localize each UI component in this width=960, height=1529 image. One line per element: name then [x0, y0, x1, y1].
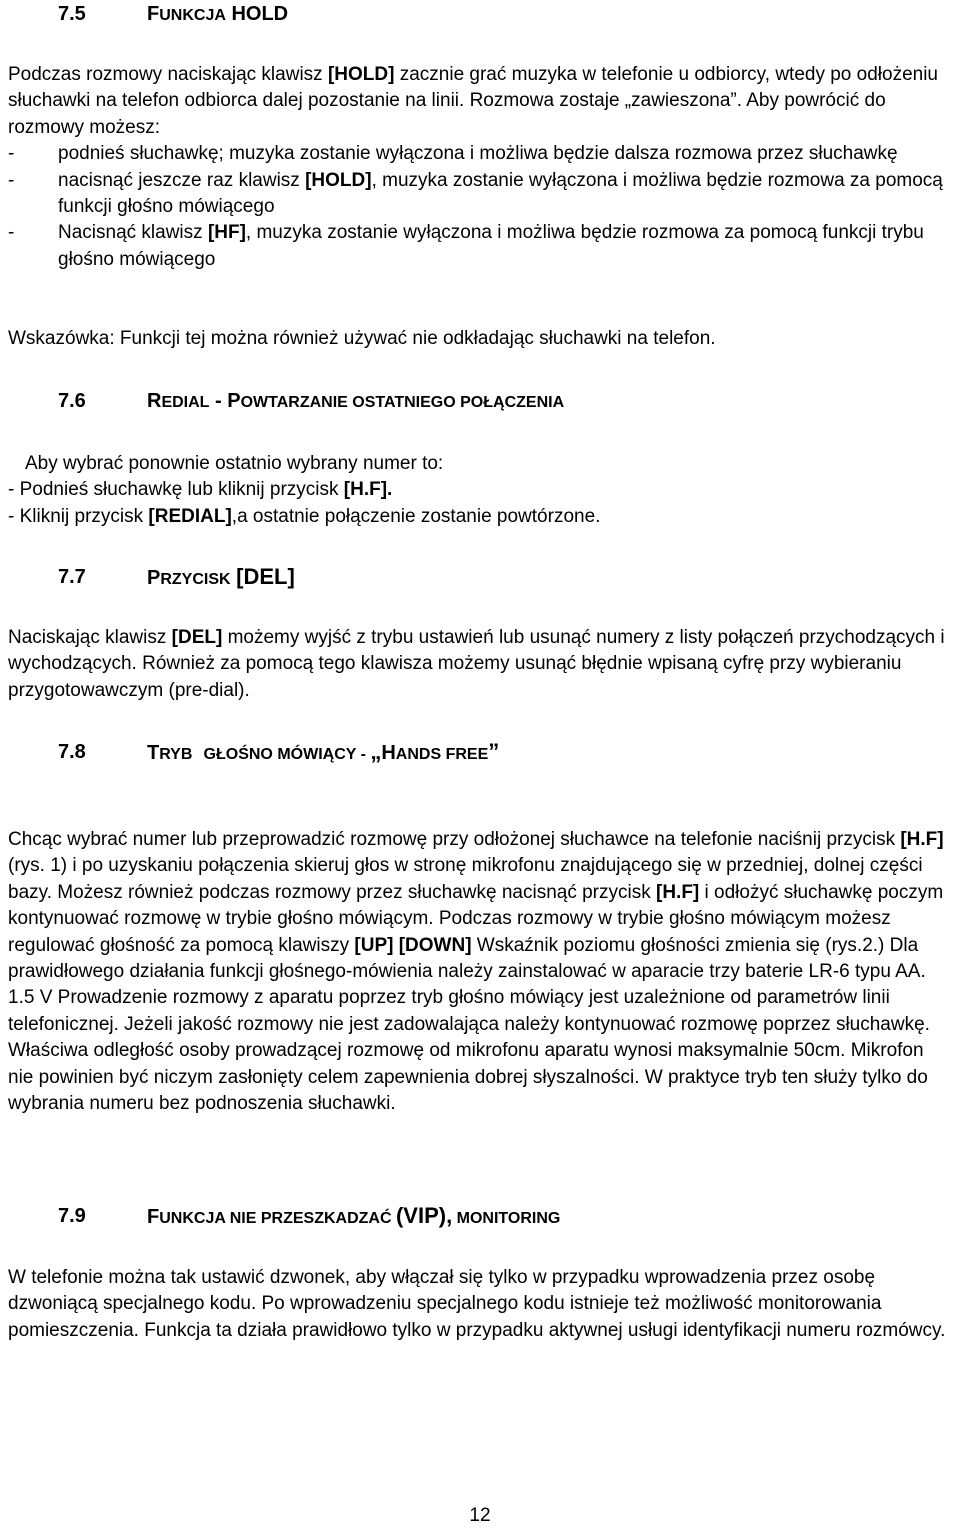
section-title: TRYB GŁOŚNO MÓWIĄCY - „HANDS FREE”	[147, 739, 500, 764]
section-title: FUNKCJA NIE PRZESZKADZAĆ (VIP), MONITORING	[147, 1203, 561, 1228]
del-description: Naciskając klawisz [DEL] możemy wyjść z trybu ustawień lub usunąć numery z listy połączeń przychodzących i wychodzących. Również za pomocą tego klawisza możemy usunąć błędnie wpisaną cyfrę przy wybieraniu przygotowawczym (pre-dial).	[8, 627, 945, 701]
list-item: - Nacisnąć klawisz [HF], muzyka zostanie wyłączona i możliwa będzie rozmowa za pomocą funkcji trybu głośno mówiącego	[8, 222, 924, 270]
list-item: - Kliknij przycisk [REDIAL],a ostatnie połączenie zostanie powtórzone.	[8, 505, 601, 527]
section-heading-7-9	[8, 1204, 948, 1230]
hands-free-description: Chcąc wybrać numer lub przeprowadzić rozmowę przy odłożonej słuchawce na telefonie naciśnij przycisk [H.F] (rys. 1) i po uzyskaniu połączenia skieruj głos w stronę mikrofonu znajdującego się w przedniej, dolnej części bazy. Możesz również podczas rozmowy przez słuchawkę nacisnąć przycisk [H.F] i odłożyć słuchawkę poczym kontynuować rozmowę w trybie głośno mówiącym. Podczas rozmowy w trybie głośno mówiącym możesz regulować głośność za pomocą klawiszy [UP] [DOWN] Wskaźnik poziomu głośności zmienia się (rys.2.) Dla prawidłowego działania funkcji głośnego-mówienia należy zainstalować w aparacie trzy baterie LR-6 typu AA. 1.5 V Prowadzenie rozmowy z aparatu poprzez tryb głośno mówiący jest uzależnione od parametrów linii telefonicznej. Jeżeli jakość rozmowy nie jest zadowalająca należy kontynuować rozmowę poprzez słuchawkę. Właściwa odległość osoby prowadzącej rozmowę od mikrofonu aparatu wynosi maksymalnie 50cm. Mikrofon nie powinien być niczym zasłonięty celem zapewnienia dobrej słyszalności. W praktyce tryb ten służy tylko do wybrania numeru bez podnoszenia słuchawki.	[8, 829, 944, 1115]
section-number: 7.5	[58, 3, 86, 25]
section-number: 7.7	[58, 566, 86, 588]
hold-description	[8, 62, 953, 273]
hold-paragraph: Podczas rozmowy naciskając klawisz [HOLD] zacznie grać muzyka w telefonie u odbiorcy, wtedy po odłożeniu słuchawki na telefon odbiorca dalej pozostanie na linii. Rozmowa zostaje „zawieszona”. Aby powrócić do rozmowy możesz:	[8, 64, 938, 138]
section-title: REDIAL - POWTARZANIE OSTATNIEGO POŁĄCZENIA	[147, 390, 565, 412]
list-item: - podnieś słuchawkę; muzyka zostanie wyłączona i możliwa będzie dalsza rozmowa przez słuchawkę	[8, 143, 898, 165]
redial-instructions: Aby wybrać ponownie ostatnio wybrany numer to: - Podnieś słuchawkę lub kliknij przycisk [H.F]. - Kliknij przycisk [REDIAL],a ostatnie połączenie zostanie powtórzone.	[8, 451, 953, 530]
vip-description: W telefonie można tak ustawić dzwonek, aby włączał się tylko w przypadku wprowadzenia przez osobę dzwoniącą specjalnego kodu. Po wprowadzeniu specjalnego kodu istnieje też możliwość monitorowania pomieszczenia. Funkcja ta działa prawidłowo tylko w przypadku aktywnej usługi identyfikacji numeru rozmówcy.	[8, 1267, 946, 1341]
section-heading-7-5	[8, 2, 948, 28]
page-number: 12	[469, 1505, 491, 1526]
hold-tip: Wskazówka: Funkcji tej można również używać nie odkładając słuchawki na telefon.	[8, 328, 716, 349]
list-item: - Podnieś słuchawkę lub kliknij przycisk [H.F].	[8, 479, 393, 501]
section-title: PRZYCISK [DEL]	[147, 564, 295, 589]
section-number: 7.6	[58, 390, 86, 412]
section-heading-7-8	[8, 740, 948, 766]
section-title: FUNKCJA HOLD	[147, 3, 289, 25]
section-number: 7.9	[58, 1205, 86, 1227]
section-number: 7.8	[58, 741, 86, 763]
list-item: - nacisnąć jeszcze raz klawisz [HOLD], muzyka zostanie wyłączona i możliwa będzie rozmowa za pomocą funkcji głośno mówiącego	[8, 169, 943, 218]
section-heading-7-7	[8, 565, 948, 591]
section-heading-7-6	[8, 389, 948, 415]
